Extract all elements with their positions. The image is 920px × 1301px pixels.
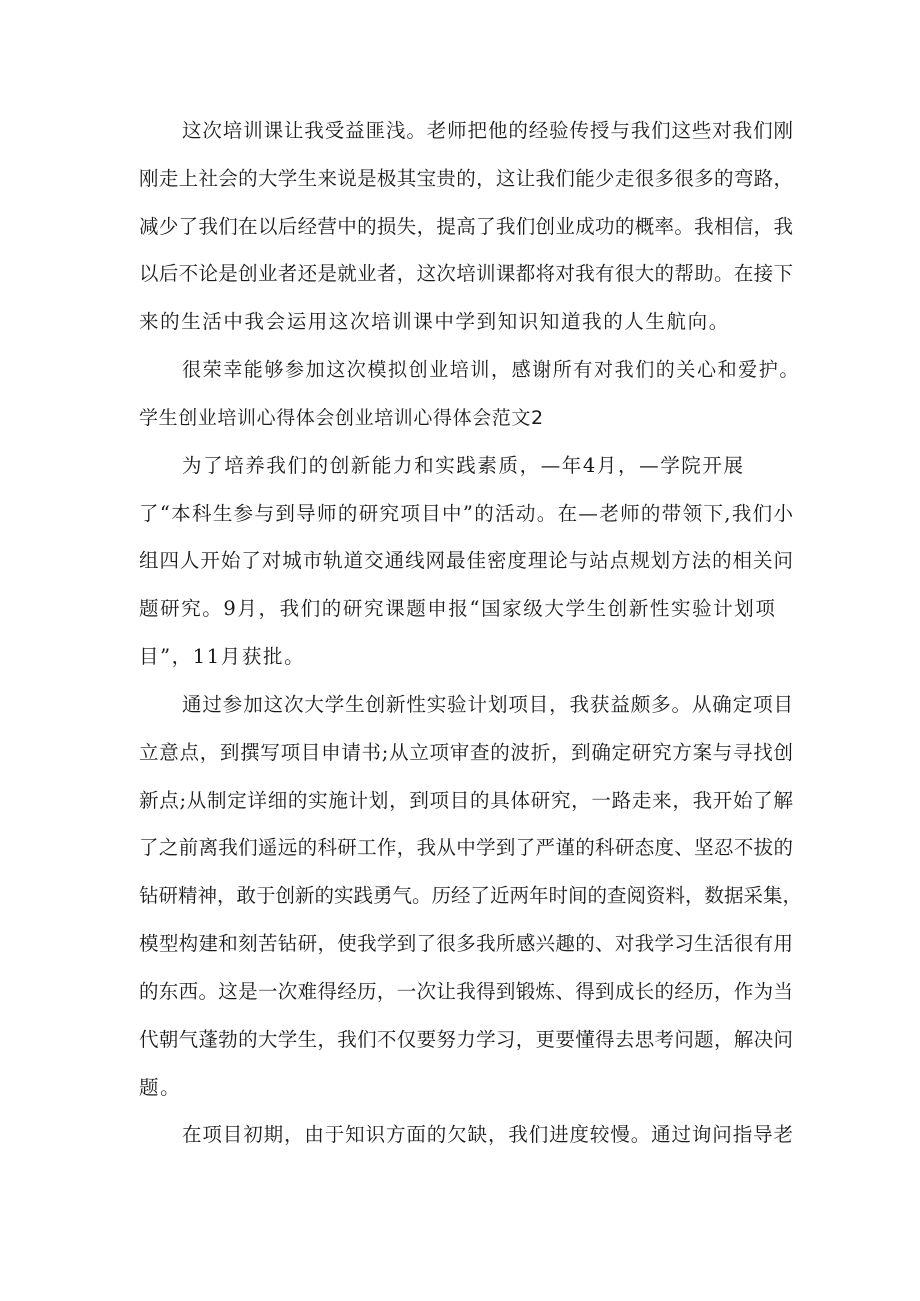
paragraph-4-line-1: 通过参加这次大学生创新性实验计划项目，我获益颇多。从确定项目 — [182, 693, 793, 716]
paragraph-5-line-1: 在项目初期，由于知识方面的欠缺，我们进度较慢。通过询问指导老 — [182, 1123, 793, 1146]
paragraph-4-line-7: 的东西。这是一次难得经历，一次让我得到锻炼、得到成长的经历，作为当 — [139, 980, 793, 1003]
paragraph-3-line-4: 题研究。9月，我们的研究课题申报“国家级大学生创新性实验计划项 — [139, 597, 777, 620]
paragraph-4-line-6: 模型构建和刻苦钻研，使我学到了很多我所感兴趣的、对我学习生活很有用 — [139, 932, 793, 955]
paragraph-2-line-1: 很荣幸能够参加这次模拟创业培训，感谢所有对我们的关心和爱护。 — [182, 358, 800, 381]
section-heading: 学生创业培训心得体会创业培训心得体会范文2 — [139, 407, 544, 429]
paragraph-1-line-2: 刚走上社会的大学生来说是极其宝贵的，这让我们能少走很多很多的弯路， — [139, 167, 793, 190]
paragraph-4-line-8: 代朝气蓬勃的大学生，我们不仅要努力学习，更要懂得去思考问题，解决问 — [139, 1028, 793, 1051]
paragraph-4-line-4: 了之前离我们遥远的科研工作，我从中学到了严谨的科研态度、坚忍不拔的 — [139, 836, 793, 859]
paragraph-1-line-1: 这次培训课让我受益匪浅。老师把他的经验传授与我们这些对我们刚 — [182, 119, 793, 142]
paragraph-1-line-4: 以后不论是创业者还是就业者，这次培训课都将对我有很大的帮助。在接下 — [139, 262, 793, 285]
paragraph-4-line-2: 立意点，到撰写项目申请书;从立项审查的波折，到确定研究方案与寻找创 — [139, 741, 793, 764]
paragraph-4-line-3: 新点;从制定详细的实施计划，到项目的具体研究，一路走来，我开始了解 — [139, 789, 793, 812]
paragraph-3-line-1: 为了培养我们的创新能力和实践素质，—年4月，—学院开展 — [182, 454, 745, 477]
paragraph-3-line-2: 了“本科生参与到导师的研究项目中”的活动。在—老师的带领下,我们小 — [139, 502, 793, 525]
paragraph-3-line-3: 组四人开始了对城市轨道交通线网最佳密度理论与站点规划方法的相关问 — [139, 549, 793, 572]
paragraph-4-line-5: 钻研精神，敢于创新的实践勇气。历经了近两年时间的查阅资料，数据采集， — [139, 884, 803, 907]
paragraph-1-line-5: 来的生活中我会运用这次培训课中学到知识知道我的人生航向。 — [139, 310, 730, 333]
paragraph-3-line-5: 目”，11月获批。 — [139, 645, 306, 668]
paragraph-1-line-3: 减少了我们在以后经营中的损失，提高了我们创业成功的概率。我相信，我 — [139, 215, 793, 238]
paragraph-4-line-9: 题。 — [139, 1076, 182, 1099]
